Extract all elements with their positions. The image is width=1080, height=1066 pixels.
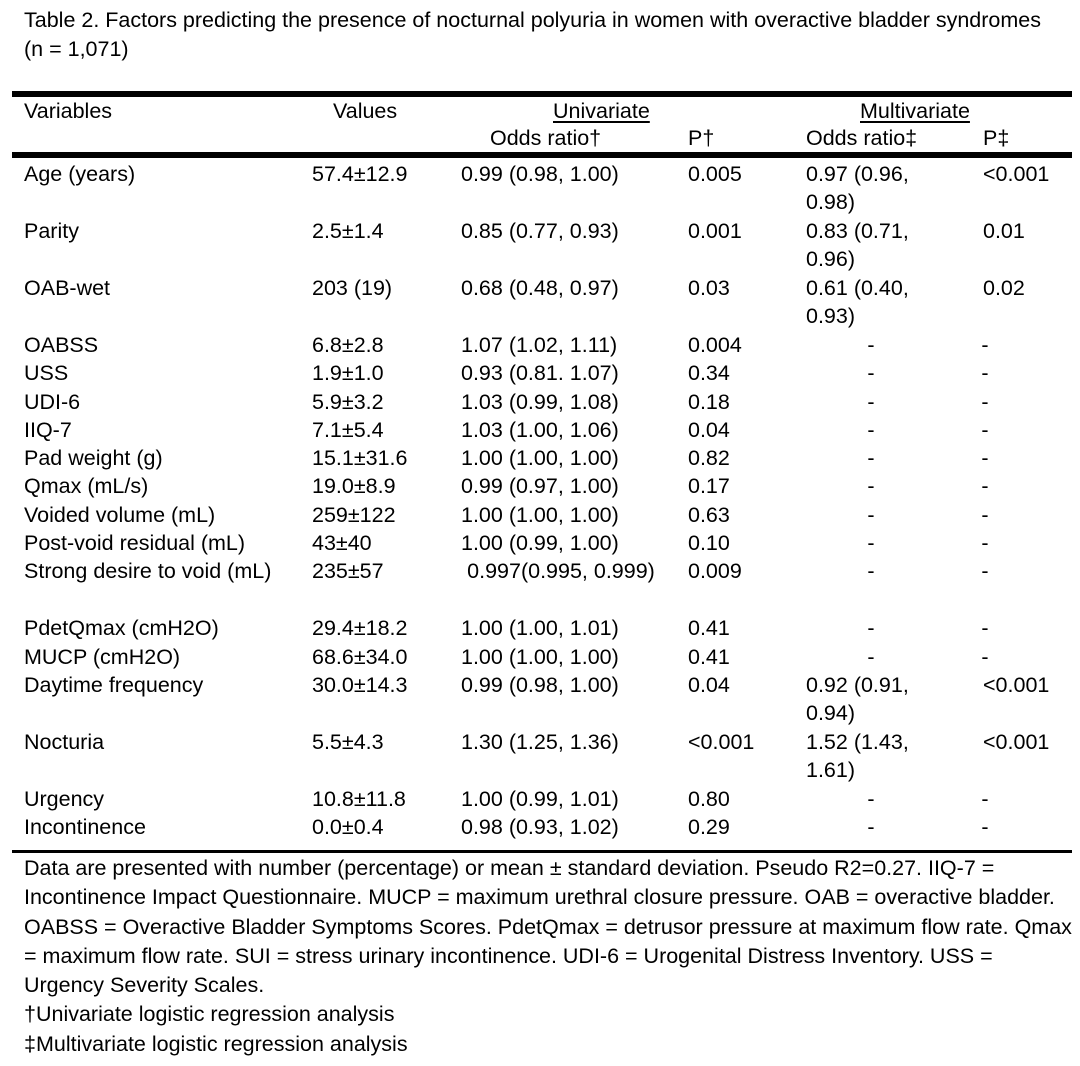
variable-cell: UDI-6 (24, 389, 81, 414)
odds-ratio-univariate-cell: 1.03 (1.00, 1.06) (461, 417, 619, 442)
odds-ratio-univariate-cell: 1.00 (1.00, 1.00) (461, 644, 619, 669)
odds-ratio-multivariate-cell: - (867, 616, 875, 641)
variable-cell: OABSS (24, 333, 99, 357)
odds-ratio-multivariate-cell: 0.83 (0.71, 0.96) (806, 219, 909, 272)
table-row (0, 501, 1080, 529)
table-row (0, 529, 1080, 557)
p-multivariate-cell: <0.001 (983, 672, 1050, 697)
table-note: ‡Multivariate logistic regression analysis (24, 1031, 408, 1056)
p-multivariate-cell: - (981, 417, 989, 442)
table-row (0, 388, 1080, 416)
table-row (0, 359, 1080, 387)
p-univariate-cell: 0.04 (688, 672, 730, 697)
p-multivariate-cell: - (981, 616, 989, 641)
header-multivariate: Multivariate (860, 99, 970, 123)
value-cell: 10.8±11.8 (312, 786, 406, 811)
table-row (0, 813, 1080, 841)
table-row (0, 671, 1080, 728)
table-row (0, 217, 1080, 274)
odds-ratio-multivariate-cell: - (867, 815, 875, 840)
variable-cell: MUCP (cmH2O) (24, 644, 181, 669)
variable-cell: Urgency (24, 786, 105, 811)
odds-ratio-univariate-cell: 1.00 (1.00, 1.00) (461, 446, 619, 471)
p-multivariate-cell: <0.001 (983, 729, 1050, 754)
p-univariate-cell: 0.82 (688, 446, 730, 471)
variable-cell: IIQ-7 (24, 417, 72, 442)
odds-ratio-univariate-cell: 1.00 (1.00, 1.00) (461, 502, 619, 527)
value-cell: 259±122 (312, 502, 396, 527)
table-body (0, 160, 1080, 842)
p-univariate-cell: 0.34 (688, 361, 730, 386)
p-multivariate-cell: - (981, 333, 989, 357)
table-row (0, 472, 1080, 500)
value-cell: 0.0±0.4 (312, 815, 384, 840)
value-cell: 68.6±34.0 (312, 644, 408, 669)
p-multivariate-cell: 0.02 (983, 276, 1025, 300)
odds-ratio-multivariate-cell: 0.97 (0.96, 0.98) (806, 162, 909, 215)
p-multivariate-cell: - (981, 389, 989, 414)
p-multivariate-cell: - (981, 815, 989, 840)
p-univariate-cell: 0.10 (688, 531, 730, 556)
p-univariate-cell: 0.004 (688, 333, 742, 357)
odds-ratio-multivariate-cell: - (867, 446, 875, 471)
table-notes (24, 854, 1074, 1059)
table-row (0, 274, 1080, 331)
table-row (0, 444, 1080, 472)
p-multivariate-cell: - (981, 531, 989, 556)
value-cell: 57.4±12.9 (312, 162, 408, 186)
variable-cell: Post-void residual (mL) (24, 531, 246, 556)
value-cell: 1.9±1.0 (312, 361, 384, 386)
odds-ratio-multivariate-cell: - (867, 417, 875, 442)
table-row (0, 728, 1080, 785)
p-univariate-cell: 0.03 (688, 276, 730, 300)
odds-ratio-multivariate-cell: - (867, 559, 875, 584)
odds-ratio-univariate-cell: 1.07 (1.02, 1.11) (461, 333, 618, 357)
p-univariate-cell: <0.001 (688, 729, 755, 754)
value-cell: 43±40 (312, 531, 372, 556)
p-univariate-cell: 0.04 (688, 417, 730, 442)
odds-ratio-univariate-cell: 0.85 (0.77, 0.93) (461, 219, 619, 243)
value-cell: 29.4±18.2 (312, 616, 408, 641)
odds-ratio-univariate-cell: 0.98 (0.93, 1.02) (461, 815, 619, 840)
variable-cell: Daytime frequency (24, 672, 204, 697)
variable-cell: Strong desire to void (mL) (24, 559, 272, 584)
value-cell: 5.9±3.2 (312, 389, 384, 414)
p-univariate-cell: 0.41 (688, 616, 730, 641)
header-values: Values (333, 99, 398, 123)
odds-ratio-univariate-cell: 0.99 (0.98, 1.00) (461, 162, 619, 186)
odds-ratio-univariate-cell: 1.03 (0.99, 1.08) (461, 389, 619, 414)
p-multivariate-cell: - (981, 559, 989, 584)
odds-ratio-multivariate-cell: - (867, 389, 875, 414)
header-univariate: Univariate (553, 99, 650, 123)
p-univariate-cell: 0.001 (688, 219, 742, 243)
odds-ratio-univariate-cell: 0.68 (0.48, 0.97) (461, 276, 619, 300)
p-univariate-cell: 0.41 (688, 644, 730, 669)
table-caption: Table 2. Factors predicting the presence of nocturnal polyuria in women with overactive bladder syndromes (n = 1,071) (24, 8, 1041, 61)
odds-ratio-multivariate-cell: 0.61 (0.40, 0.93) (806, 276, 909, 329)
variable-cell: Age (years) (24, 162, 136, 186)
header-odds-ratio-multivariate: Odds ratio‡ (806, 126, 918, 150)
header-odds-ratio-univariate: Odds ratio† (490, 126, 602, 150)
variable-cell: PdetQmax (cmH2O) (24, 616, 219, 641)
p-univariate-cell: 0.17 (688, 474, 730, 499)
odds-ratio-univariate-cell: 1.30 (1.25, 1.36) (461, 729, 619, 754)
p-multivariate-cell: - (981, 474, 989, 499)
odds-ratio-univariate-cell: 0.93 (0.81. 1.07) (461, 361, 619, 386)
variable-cell: Incontinence (24, 815, 146, 840)
p-multivariate-cell: - (981, 786, 989, 811)
odds-ratio-multivariate-cell: - (867, 361, 875, 386)
p-multivariate-cell: 0.01 (983, 219, 1025, 243)
variable-cell: Voided volume (mL) (24, 502, 216, 527)
value-cell: 235±57 (312, 559, 384, 584)
variable-cell: OAB-wet (24, 276, 111, 300)
table-row (0, 416, 1080, 444)
table-row (0, 160, 1080, 217)
value-cell: 203 (19) (312, 276, 393, 300)
value-cell: 7.1±5.4 (312, 417, 384, 442)
value-cell: 6.8±2.8 (312, 333, 384, 357)
odds-ratio-univariate-cell: 1.00 (0.99, 1.01) (461, 786, 619, 811)
odds-ratio-univariate-cell: 0.99 (0.98, 1.00) (461, 672, 619, 697)
header-p-multivariate: P‡ (983, 126, 1010, 150)
value-cell: 5.5±4.3 (312, 729, 384, 754)
odds-ratio-multivariate-cell: - (867, 333, 875, 357)
header-p-univariate: P† (688, 126, 715, 150)
bottom-rule (12, 850, 1072, 853)
odds-ratio-multivariate-cell: - (867, 502, 875, 527)
header-variables: Variables (24, 99, 113, 123)
p-univariate-cell: 0.63 (688, 502, 730, 527)
variable-cell: Parity (24, 219, 79, 243)
odds-ratio-univariate-cell: 0.997(0.995, 0.999) (467, 559, 655, 584)
odds-ratio-multivariate-cell: 1.52 (1.43, 1.61) (806, 729, 909, 783)
table-note: †Univariate logistic regression analysis (24, 1002, 395, 1027)
odds-ratio-univariate-cell: 0.99 (0.97, 1.00) (461, 474, 619, 499)
p-univariate-cell: 0.80 (688, 786, 730, 811)
table-row (0, 614, 1080, 642)
p-multivariate-cell: - (981, 644, 989, 669)
p-univariate-cell: 0.29 (688, 815, 730, 840)
p-multivariate-cell: - (981, 446, 989, 471)
value-cell: 30.0±14.3 (312, 672, 408, 697)
value-cell: 15.1±31.6 (312, 446, 408, 471)
variable-cell: Nocturia (24, 729, 105, 754)
p-univariate-cell: 0.18 (688, 389, 730, 414)
variable-cell: Pad weight (g) (24, 446, 163, 471)
table-row (0, 643, 1080, 671)
p-univariate-cell: 0.009 (688, 559, 742, 584)
top-rule (12, 91, 1072, 97)
p-univariate-cell: 0.005 (688, 162, 742, 186)
odds-ratio-univariate-cell: 1.00 (1.00, 1.01) (461, 616, 619, 641)
odds-ratio-multivariate-cell: - (867, 474, 875, 499)
p-multivariate-cell: - (981, 502, 989, 527)
odds-ratio-multivariate-cell: - (867, 531, 875, 556)
table-row (0, 785, 1080, 813)
header-rule (12, 152, 1072, 158)
table-note: Data are presented with number (percentage) or mean ± standard deviation. Pseudo R2=0.27. IIQ-7 = Incontinence Impact Questionnaire. MUCP = maximum urethral closure pressure. OAB = overactive bladder. OABSS = Overactive Bladder Symptoms Scores. PdetQmax = detrusor pressure at maximum flow rate. Qmax = maximum flow rate. SUI = stress urinary incontinence. UDI-6 = Urogenital Distress Inventory. USS = Urgency Severity Scales. (24, 856, 1072, 998)
table-row (0, 331, 1080, 359)
p-multivariate-cell: <0.001 (983, 162, 1050, 186)
p-multivariate-cell: - (981, 361, 989, 386)
variable-cell: Qmax (mL/s) (24, 474, 149, 499)
odds-ratio-multivariate-cell: - (867, 644, 875, 669)
odds-ratio-multivariate-cell: - (867, 786, 875, 811)
table-row (0, 557, 1080, 614)
variable-cell: USS (24, 361, 69, 386)
value-cell: 2.5±1.4 (312, 219, 384, 243)
odds-ratio-univariate-cell: 1.00 (0.99, 1.00) (461, 531, 619, 556)
odds-ratio-multivariate-cell: 0.92 (0.91, 0.94) (806, 672, 909, 726)
value-cell: 19.0±8.9 (312, 474, 396, 499)
